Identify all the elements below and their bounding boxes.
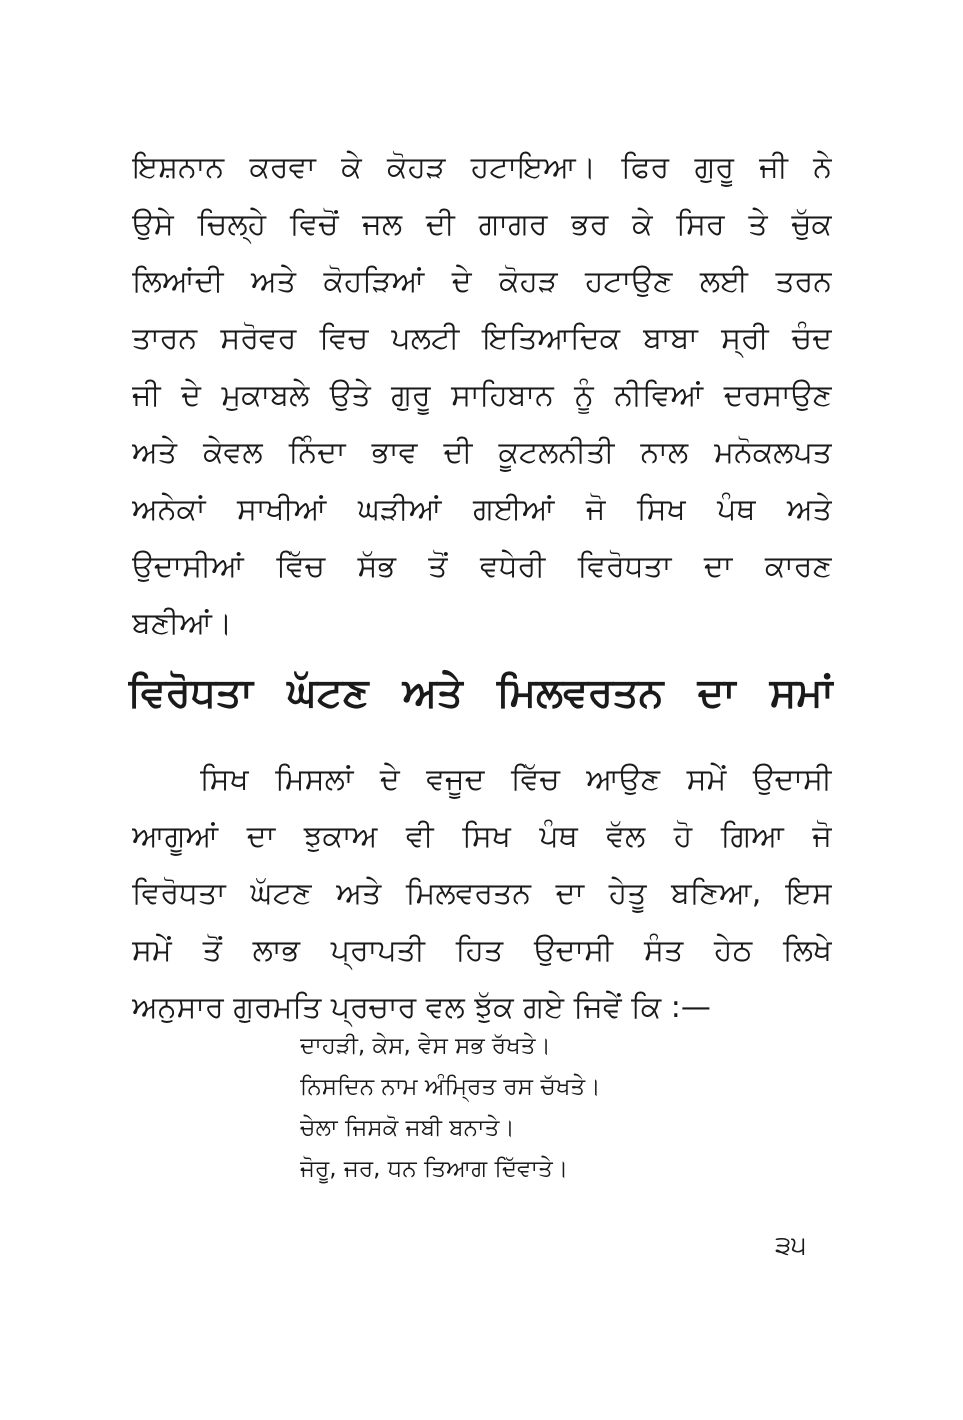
paragraph-line: ਸਿਖ ਮਿਸਲਾਂ ਦੇ ਵਜੂਦ ਵਿੱਚ ਆਉਣ ਸਮੇਂ ਉਦਾਸੀ [200, 762, 832, 797]
paragraph-line: ਅਨੇਕਾਂ ਸਾਖੀਆਂ ਘੜੀਆਂ ਗਈਆਂ ਜੋ ਸਿਖ ਪੰਥ ਅਤੇ [132, 492, 832, 527]
paragraph-line: ਆਗੂਆਂ ਦਾ ਝੁਕਾਅ ਵੀ ਸਿਖ ਪੰਥ ਵੱਲ ਹੋ ਗਿਆ ਜੋ [132, 819, 832, 854]
paragraph-line: ਵਿਰੋਧਤਾ ਘੱਟਣ ਅਤੇ ਮਿਲਵਰਤਨ ਦਾ ਹੇਤੂ ਬਣਿਆ, ਇਸ [132, 876, 832, 911]
verse-line: ਦਾਹੜੀ, ਕੇਸ, ਵੇਸ ਸਭ ਰੱਖਤੇ। [300, 1033, 551, 1059]
paragraph-line: ਬਣੀਆਂ। [132, 606, 233, 641]
verse-line: ਚੇਲਾ ਜਿਸਕੋ ਜਬੀ ਬਨਾਤੇ। [300, 1115, 515, 1141]
verse-line: ਜੋਰੂ, ਜਰ, ਧਨ ਤਿਆਗ ਦਿੱਵਾਤੇ। [300, 1156, 569, 1182]
paragraph-line: ਲਿਆਂਦੀ ਅਤੇ ਕੋਹੜਿਆਂ ਦੇ ਕੋਹੜ ਹਟਾਉਣ ਲਈ ਤਰਨ [132, 264, 832, 299]
page-number: ੩੫ [775, 1231, 807, 1261]
verse-line: ਨਿਸਦਿਨ ਨਾਮ ਅੰਮ੍ਰਿਤ ਰਸ ਚੱਖਤੇ। [300, 1074, 601, 1100]
section-heading: ਵਿਰੋਧਤਾ ਘੱਟਣ ਅਤੇ ਮਿਲਵਰਤਨ ਦਾ ਸਮਾਂ [128, 670, 834, 716]
paragraph-line: ਉਦਾਸੀਆਂ ਵਿੱਚ ਸੱਭ ਤੋਂ ਵਧੇਰੀ ਵਿਰੋਧਤਾ ਦਾ ਕਾਰਣ [132, 549, 832, 584]
paragraph-line: ਤਾਰਨ ਸਰੋਵਰ ਵਿਚ ਪਲਟੀ ਇਤਿਆਦਿਕ ਬਾਬਾ ਸ੍ਰੀ ਚੰਦ [132, 321, 832, 356]
paragraph-line: ਉਸੇ ਚਿਲ੍ਹੇ ਵਿਚੋਂ ਜਲ ਦੀ ਗਾਗਰ ਭਰ ਕੇ ਸਿਰ ਤੇ ਚੁੱਕ [132, 207, 832, 242]
paragraph-line: ਸਮੇਂ ਤੋਂ ਲਾਭ ਪ੍ਰਾਪਤੀ ਹਿਤ ਉਦਾਸੀ ਸੰਤ ਹੇਠ ਲਿਖੇ [132, 933, 832, 968]
paragraph-line: ਅਤੇ ਕੇਵਲ ਨਿੰਦਾ ਭਾਵ ਦੀ ਕੂਟਲਨੀਤੀ ਨਾਲ ਮਨੋਕਲਪਤ [132, 435, 832, 470]
paragraph-line: ਅਨੁਸਾਰ ਗੁਰਮਤਿ ਪ੍ਰਚਾਰ ਵਲ ਝੁੱਕ ਗਏ ਜਿਵੇਂ ਕਿ :— [132, 990, 711, 1025]
paragraph-line: ਜੀ ਦੇ ਮੁਕਾਬਲੇ ਉਤੇ ਗੁਰੂ ਸਾਹਿਬਾਨ ਨੂੰ ਨੀਵਿਆਂ ਦਰਸਾਉਣ [132, 378, 832, 413]
paragraph-line: ਇਸ਼ਨਾਨ ਕਰਵਾ ਕੇ ਕੋਹੜ ਹਟਾਇਆ। ਫਿਰ ਗੁਰੂ ਜੀ ਨੇ [132, 150, 832, 185]
